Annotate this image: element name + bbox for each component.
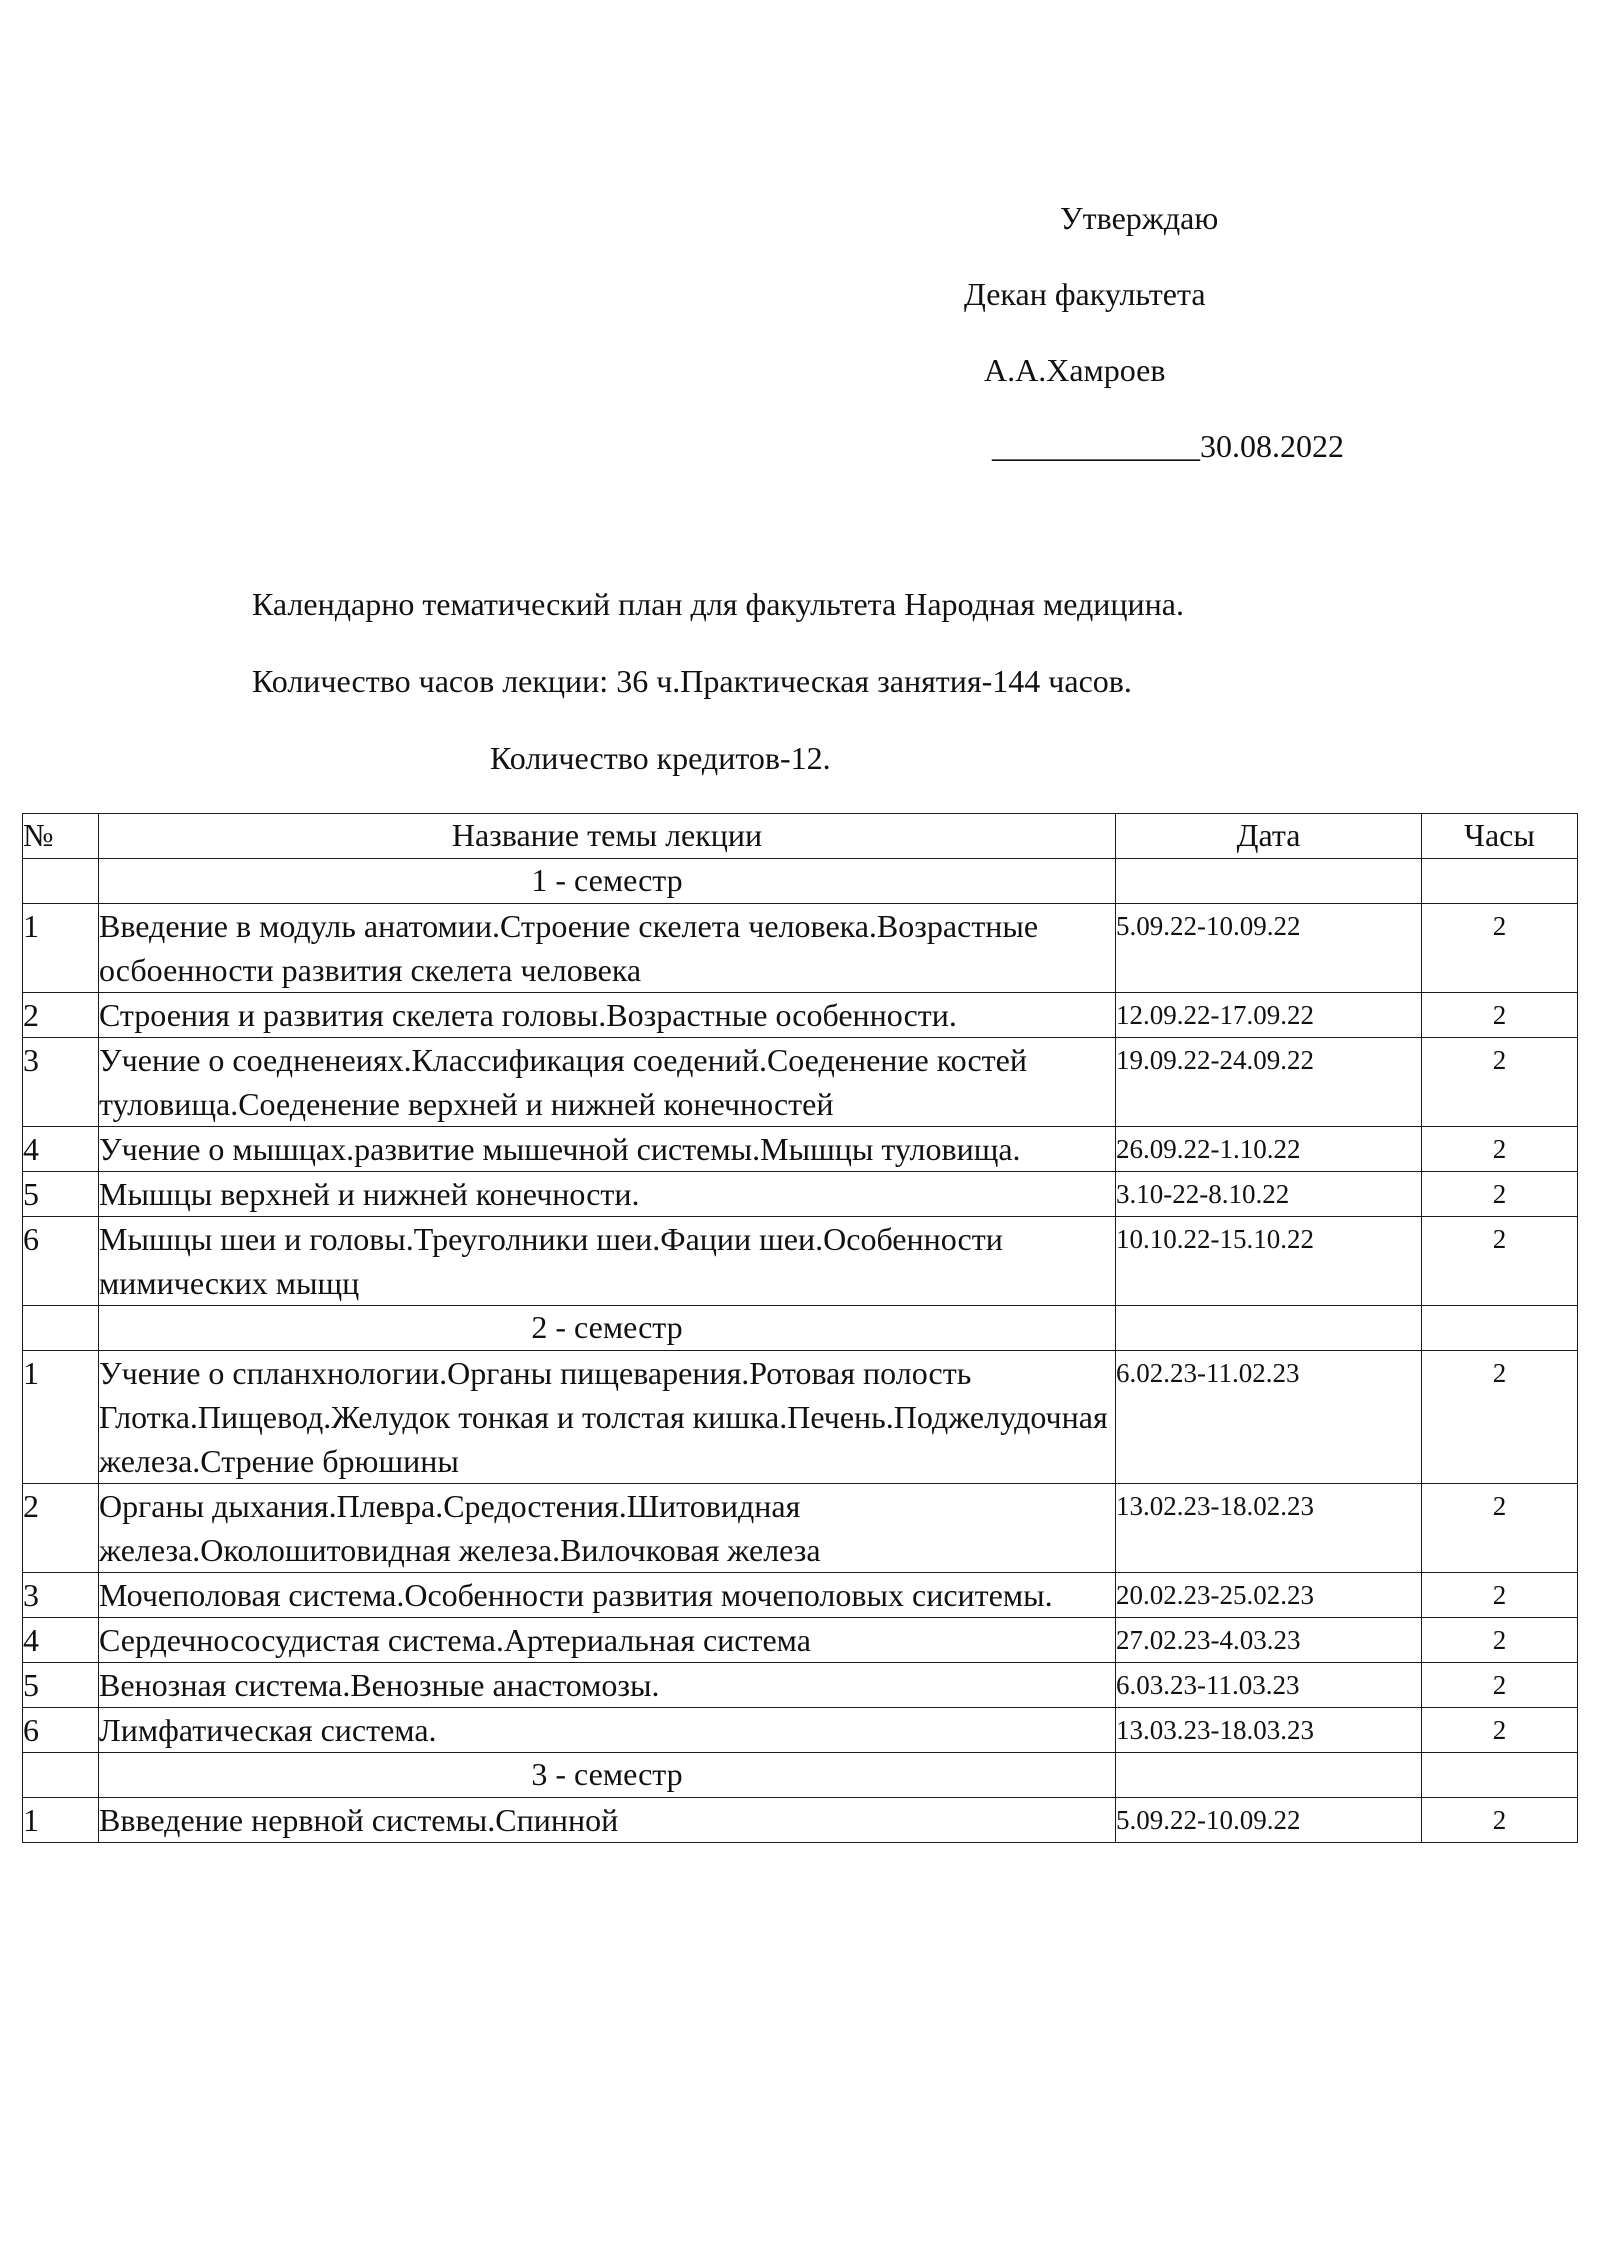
- empty-cell: [1116, 859, 1422, 904]
- row-number-cell: 3: [23, 1038, 99, 1127]
- lecture-hours-cell: 2: [1422, 1618, 1578, 1663]
- lecture-date-cell: 19.09.22-24.09.22: [1116, 1038, 1422, 1127]
- empty-cell: [23, 859, 99, 904]
- dean-position: Декан факультета: [964, 276, 1206, 312]
- table-row: [23, 993, 1578, 1038]
- semester-row: [23, 1753, 1578, 1798]
- lecture-topic-cell: Мочеполовая система.Особенности развития мочеполовых сиситемы.: [99, 1573, 1116, 1618]
- row-number-cell: 4: [23, 1127, 99, 1172]
- lecture-hours-cell: 2: [1422, 1484, 1578, 1573]
- table-row: [23, 1573, 1578, 1618]
- row-number-cell: 5: [23, 1172, 99, 1217]
- lecture-date-cell: 6.02.23-11.02.23: [1116, 1351, 1422, 1484]
- row-number-cell: 1: [23, 904, 99, 993]
- lecture-hours-cell: 2: [1422, 1708, 1578, 1753]
- lecture-hours-cell: 2: [1422, 1127, 1578, 1172]
- row-number-cell: 2: [23, 1484, 99, 1573]
- lecture-hours-cell: 2: [1422, 1573, 1578, 1618]
- semester-label: 1 - семестр: [99, 859, 1116, 904]
- lecture-date-cell: 13.02.23-18.02.23: [1116, 1484, 1422, 1573]
- lecture-plan-table: [22, 813, 1578, 1843]
- semester-row: [23, 1306, 1578, 1351]
- lecture-date-cell: 12.09.22-17.09.22: [1116, 993, 1422, 1038]
- table-row: [23, 1798, 1578, 1843]
- row-number-cell: 6: [23, 1708, 99, 1753]
- lecture-topic-cell: Ввведение нервной системы.Спинной: [99, 1798, 1116, 1843]
- semester-label: 2 - семестр: [99, 1306, 1116, 1351]
- lecture-hours-cell: 2: [1422, 1663, 1578, 1708]
- lecture-hours-cell: 2: [1422, 1172, 1578, 1217]
- table-row: [23, 1484, 1578, 1573]
- table-row: [23, 1618, 1578, 1663]
- empty-cell: [1422, 1306, 1578, 1351]
- credits-summary: Количество кредитов-12.: [490, 740, 831, 776]
- lecture-topic-cell: Органы дыхания.Плевра.Средостения.Шитовидная железа.Околошитовидная железа.Вилочковая железа: [99, 1484, 1116, 1573]
- empty-cell: [23, 1306, 99, 1351]
- lecture-date-cell: 10.10.22-15.10.22: [1116, 1217, 1422, 1306]
- signature-date-line: _____________30.08.2022: [992, 428, 1344, 464]
- lecture-topic-cell: Учение о соедненеиях.Классификация соедений.Соеденение костей туловища.Соеденение верхней и нижней конечностей: [99, 1038, 1116, 1127]
- row-number-cell: 4: [23, 1618, 99, 1663]
- hours-summary: Количество часов лекции: 36 ч.Практическая занятия-144 часов.: [252, 663, 1132, 699]
- lecture-date-cell: 13.03.23-18.03.23: [1116, 1708, 1422, 1753]
- lecture-hours-cell: 2: [1422, 1217, 1578, 1306]
- lecture-topic-cell: Венозная система.Венозные анастомозы.: [99, 1663, 1116, 1708]
- table-row: [23, 904, 1578, 993]
- lecture-date-cell: 27.02.23-4.03.23: [1116, 1618, 1422, 1663]
- lecture-topic-cell: Строения и развития скелета головы.Возрастные особенности.: [99, 993, 1116, 1038]
- semester-label: 3 - семестр: [99, 1753, 1116, 1798]
- lecture-date-cell: 20.02.23-25.02.23: [1116, 1573, 1422, 1618]
- empty-cell: [1116, 1753, 1422, 1798]
- lecture-topic-cell: Учение о спланхнологии.Органы пищеварения.Ротовая полость Глотка.Пищевод.Желудок тонкая и толстая кишка.Печень.Поджелудочная железа.Стрение брюшины: [99, 1351, 1116, 1484]
- column-header-hours: Часы: [1422, 814, 1578, 859]
- lecture-topic-cell: Сердечнососудистая система.Артериальная система: [99, 1618, 1116, 1663]
- column-header-topic: Название темы лекции: [99, 814, 1116, 859]
- lecture-date-cell: 5.09.22-10.09.22: [1116, 1798, 1422, 1843]
- table-row: [23, 1038, 1578, 1127]
- table-row: [23, 1217, 1578, 1306]
- row-number-cell: 5: [23, 1663, 99, 1708]
- empty-cell: [1422, 859, 1578, 904]
- lecture-date-cell: 26.09.22-1.10.22: [1116, 1127, 1422, 1172]
- empty-cell: [1422, 1753, 1578, 1798]
- table-row: [23, 1127, 1578, 1172]
- lecture-date-cell: 5.09.22-10.09.22: [1116, 904, 1422, 993]
- lecture-date-cell: 6.03.23-11.03.23: [1116, 1663, 1422, 1708]
- lecture-hours-cell: 2: [1422, 1798, 1578, 1843]
- lecture-topic-cell: Учение о мышцах.развитие мышечной системы.Мышцы туловища.: [99, 1127, 1116, 1172]
- row-number-cell: 2: [23, 993, 99, 1038]
- table-header-row: [23, 814, 1578, 859]
- empty-cell: [23, 1753, 99, 1798]
- table-row: [23, 1663, 1578, 1708]
- row-number-cell: 1: [23, 1351, 99, 1484]
- lecture-topic-cell: Введение в модуль анатомии.Строение скелета человека.Возрастные осбоенности развития скелета человека: [99, 904, 1116, 993]
- table-body: [23, 859, 1578, 1843]
- lecture-hours-cell: 2: [1422, 904, 1578, 993]
- row-number-cell: 3: [23, 1573, 99, 1618]
- column-header-number: №: [23, 814, 99, 859]
- lecture-topic-cell: Лимфатическая система.: [99, 1708, 1116, 1753]
- lecture-hours-cell: 2: [1422, 1351, 1578, 1484]
- lecture-date-cell: 3.10-22-8.10.22: [1116, 1172, 1422, 1217]
- table-row: [23, 1708, 1578, 1753]
- row-number-cell: 1: [23, 1798, 99, 1843]
- table-row: [23, 1172, 1578, 1217]
- lecture-topic-cell: Мышцы шеи и головы.Треуголники шеи.Фации шеи.Особенности мимических мыщц: [99, 1217, 1116, 1306]
- column-header-date: Дата: [1116, 814, 1422, 859]
- plan-title: Календарно тематический план для факультета Народная медицина.: [252, 586, 1184, 622]
- lecture-topic-cell: Мышцы верхней и нижней конечности.: [99, 1172, 1116, 1217]
- lecture-hours-cell: 2: [1422, 993, 1578, 1038]
- approval-heading: Утверждаю: [1060, 200, 1219, 236]
- lecture-hours-cell: 2: [1422, 1038, 1578, 1127]
- row-number-cell: 6: [23, 1217, 99, 1306]
- semester-row: [23, 859, 1578, 904]
- empty-cell: [1116, 1306, 1422, 1351]
- dean-name: А.А.Хамроев: [984, 352, 1166, 388]
- table-row: [23, 1351, 1578, 1484]
